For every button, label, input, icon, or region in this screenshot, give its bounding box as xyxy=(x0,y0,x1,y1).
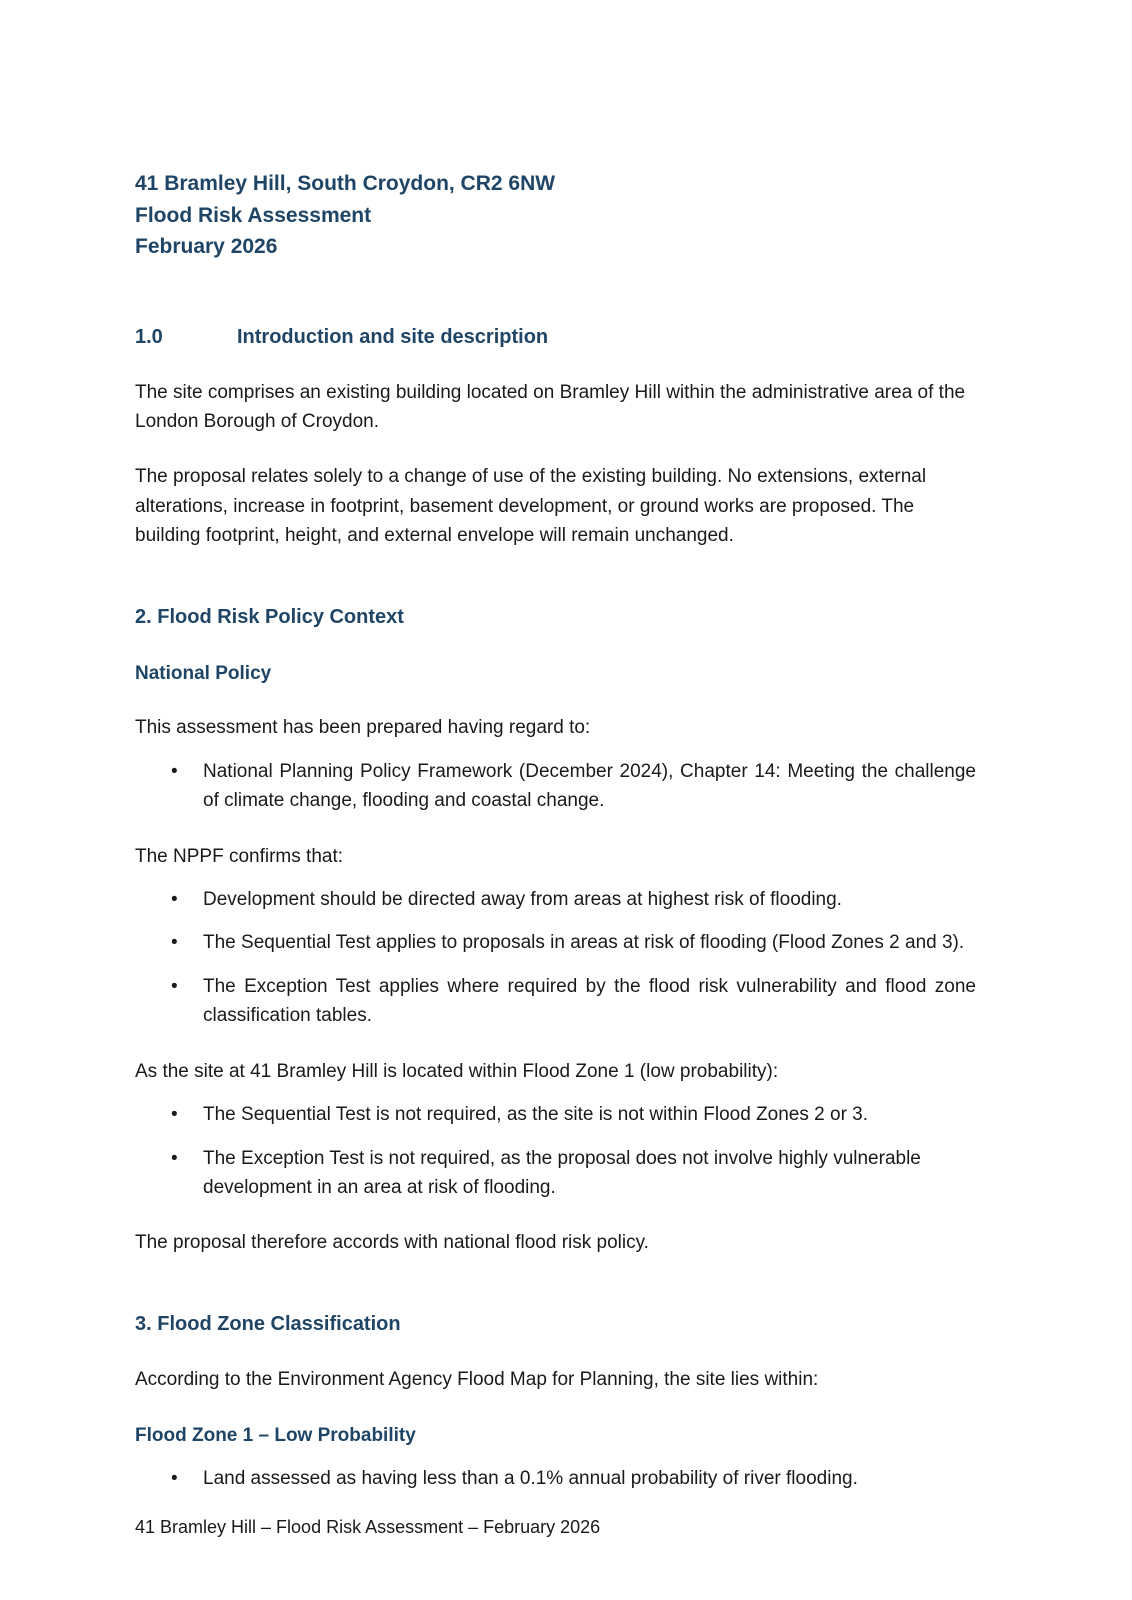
document-title-line-address: 41 Bramley Hill, South Croydon, CR2 6NW xyxy=(135,172,556,195)
section2-bullet-list-1 xyxy=(135,757,976,816)
page-footer: 41 Bramley Hill – Flood Risk Assessment – February 2026 xyxy=(135,1517,601,1537)
document-title-line-date: February 2026 xyxy=(135,235,278,258)
section-spacer xyxy=(135,551,976,603)
section3-paragraph-1: According to the Environment Agency Flood Map for Planning, the site lies within: xyxy=(135,1368,819,1390)
list-item: • Land assessed as having less than a 0.1% annual probability of river flooding. xyxy=(203,1464,976,1493)
list-item: • The Sequential Test applies to proposals in areas at risk of flooding (Flood Zones 2 and 3). xyxy=(203,928,976,957)
list-item: • National Planning Policy Framework (December 2024), Chapter 14: Meeting the challenge of climate change, flooding and coastal change. xyxy=(203,757,976,816)
document-title-line-type: Flood Risk Assessment xyxy=(135,203,372,227)
section2-subheading-national-policy: National Policy xyxy=(135,662,272,684)
section2-paragraph-1: This assessment has been prepared having regard to: xyxy=(135,717,591,739)
section-spacer xyxy=(135,1258,976,1310)
section2-bullet-list-3 xyxy=(135,1100,976,1202)
document-title-block xyxy=(135,168,976,263)
list-item: • Development should be directed away from areas at highest risk of flooding. xyxy=(203,885,976,914)
list-item: • The Exception Test is not required, as the proposal does not involve highly vulnerable development in an area at risk of flooding. xyxy=(203,1144,976,1203)
list-item: • The Exception Test applies where required by the flood risk vulnerability and flood zone classification tables. xyxy=(203,972,976,1031)
section3-heading: 3. Flood Zone Classification xyxy=(135,1312,401,1335)
section2-heading: 2. Flood Risk Policy Context xyxy=(135,605,404,628)
section2-bullet-list-2 xyxy=(135,885,976,1031)
section1-heading-row xyxy=(135,323,976,352)
section2-paragraph-4: The proposal therefore accords with national flood risk policy. xyxy=(135,1232,649,1254)
section2-paragraph-3: As the site at 41 Bramley Hill is located within Flood Zone 1 (low probability): xyxy=(135,1060,779,1082)
section1-paragraph-2: The proposal relates solely to a change of use of the existing building. No extensions, external alterations, increase in footprint, basement development, or ground works are proposed. The building footprint, height, and external envelope will remain unchanged. xyxy=(135,466,927,547)
section1-number: 1.0 xyxy=(135,325,163,348)
section2-paragraph-2: The NPPF confirms that: xyxy=(135,845,344,867)
section1-heading: Introduction and site description xyxy=(237,325,549,348)
section3-bullet-list-1 xyxy=(135,1464,976,1493)
section1-paragraph-1: The site comprises an existing building located on Bramley Hill within the administrative area of the London Borough of Croydon. xyxy=(135,381,966,432)
list-item: • The Sequential Test is not required, as the site is not within Flood Zones 2 or 3. xyxy=(203,1100,976,1129)
section3-subheading-flood-zone-1: Flood Zone 1 – Low Probability xyxy=(135,1425,416,1447)
